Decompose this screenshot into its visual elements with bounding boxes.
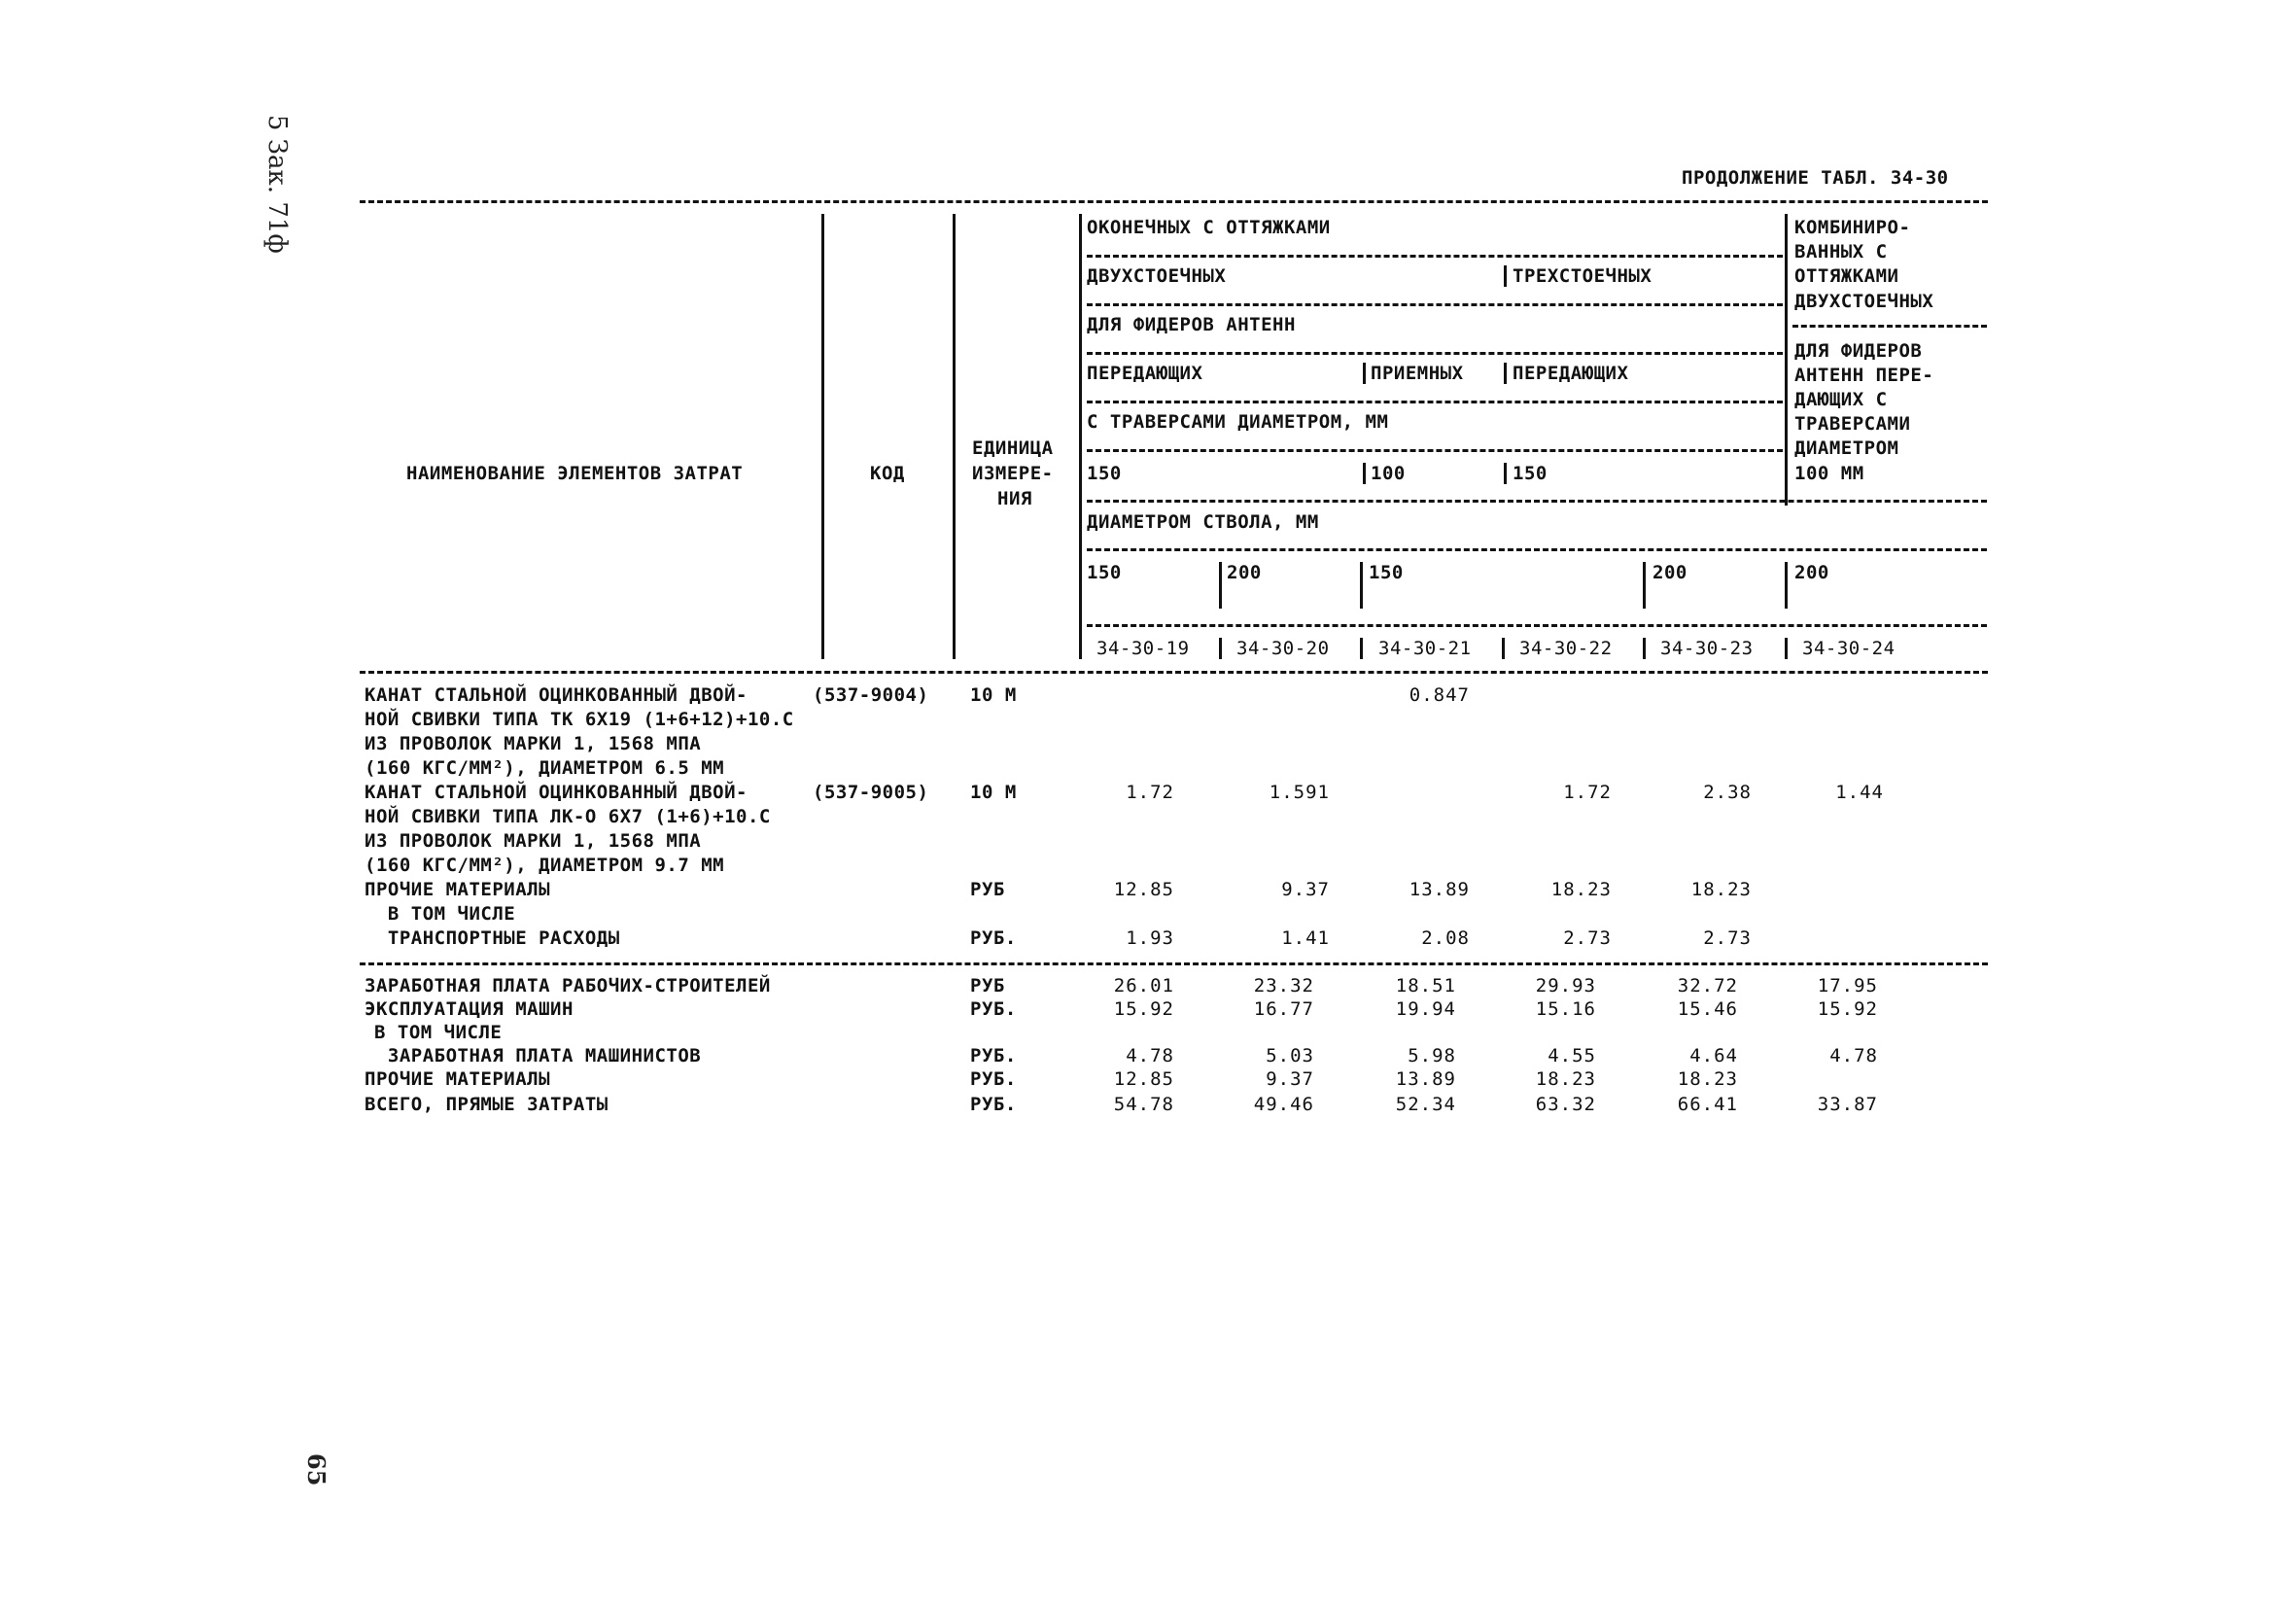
header-combined-2: ВАННЫХ С (1794, 241, 1888, 262)
pipe-d5 (1785, 562, 1788, 609)
header-tv100: 100 (1371, 463, 1406, 484)
value-cell: 5.03 (1266, 1045, 1314, 1066)
value-cell: 15.16 (1535, 998, 1596, 1020)
value-cell: 2.38 (1703, 782, 1752, 803)
value-cell: 18.23 (1550, 879, 1612, 900)
code-19: 34-30-19 (1096, 638, 1190, 659)
rule-h6 (1087, 449, 1783, 452)
row-label: В ТОМ ЧИСЛЕ (374, 1022, 503, 1043)
row-label: ЭКСПЛУАТАЦИЯ МАШИН (365, 998, 574, 1020)
value-cell: 1.591 (1269, 782, 1330, 803)
code-20: 34-30-20 (1236, 638, 1330, 659)
value-cell: 15.92 (1113, 998, 1174, 1020)
rule-h8 (1087, 548, 1987, 551)
rule-h4 (1087, 352, 1783, 355)
code-22: 34-30-22 (1519, 638, 1613, 659)
row-label: ЗАРАБОТНАЯ ПЛАТА РАБОЧИХ-СТРОИТЕЛЕЙ (365, 975, 771, 996)
row-label: ПРОЧИЕ МАТЕРИАЛЫ (365, 1068, 551, 1090)
value-cell: 18.23 (1677, 1068, 1738, 1090)
pipe-c20 (1219, 638, 1222, 659)
value-cell: 49.46 (1253, 1094, 1314, 1115)
header-travers: С ТРАВЕРСАМИ ДИАМЕТРОМ, ММ (1087, 411, 1389, 433)
value-cell: 54.78 (1113, 1094, 1174, 1115)
vrule-3 (1079, 214, 1082, 659)
pipe-d3 (1360, 562, 1363, 609)
value-cell: 2.73 (1703, 927, 1752, 949)
header-combined2-6: 100 ММ (1794, 463, 1864, 484)
header-code: КОД (870, 463, 905, 484)
value-cell: 18.23 (1690, 879, 1752, 900)
header-feeders: ДЛЯ ФИДЕРОВ АНТЕНН (1087, 314, 1296, 335)
code-24: 34-30-24 (1802, 638, 1896, 659)
value-cell: 1.72 (1126, 782, 1174, 803)
value-cell: 23.32 (1253, 975, 1314, 996)
value-cell: 52.34 (1395, 1094, 1456, 1115)
value-cell: 13.89 (1409, 879, 1470, 900)
header-tv150a: 150 (1087, 463, 1122, 484)
pipe-recv (1363, 363, 1366, 384)
table-caption: ПРОДОЛЖЕНИЕ ТАБЛ. 34-30 (1682, 167, 1949, 189)
rule-totals-top (360, 962, 1988, 965)
value-cell: 29.93 (1535, 975, 1596, 996)
rule-header-bottom (360, 671, 1988, 674)
value-cell: 18.23 (1535, 1068, 1596, 1090)
row-unit: РУБ. (970, 998, 1017, 1020)
code-23: 34-30-23 (1660, 638, 1754, 659)
value-cell: 13.89 (1395, 1068, 1456, 1090)
value-cell: 4.78 (1829, 1045, 1878, 1066)
value-cell: 12.85 (1113, 879, 1174, 900)
value-cell: 1.72 (1563, 782, 1612, 803)
header-oko: ОКОНЕЧНЫХ С ОТТЯЖКАМИ (1087, 217, 1331, 238)
row-unit: 10 М (970, 684, 1017, 706)
pipe-c24 (1785, 638, 1788, 659)
header-d3: 150 (1369, 562, 1404, 583)
row-label: ИЗ ПРОВОЛОК МАРКИ 1, 1568 МПА (365, 830, 702, 852)
row-unit: 10 М (970, 782, 1017, 803)
header-d2: 200 (1227, 562, 1262, 583)
row-label: КАНАТ СТАЛЬНОЙ ОЦИНКОВАННЫЙ ДВОЙ- (365, 782, 748, 803)
header-combined-4: ДВУХСТОЕЧНЫХ (1794, 291, 1934, 312)
row-label: ВСЕГО, ПРЯМЫЕ ЗАТРАТЫ (365, 1094, 609, 1115)
header-d1: 150 (1087, 562, 1122, 583)
header-tv150b: 150 (1513, 463, 1548, 484)
rule-h9 (1087, 624, 1987, 627)
rule-top (360, 200, 1988, 203)
row-unit: РУБ (970, 879, 1005, 900)
header-combined2-4: ТРАВЕРСАМИ (1794, 413, 1911, 435)
row-label: НОЙ СВИВКИ ТИПА ТК 6Х19 (1+6+12)+10.С (365, 709, 794, 730)
pipe-c22 (1502, 638, 1505, 659)
header-trunk: ДИАМЕТРОМ СТВОЛА, ММ (1087, 511, 1319, 533)
header-trans2: ПЕРЕДАЮЩИХ (1513, 363, 1629, 384)
header-unit-1: ЕДИНИЦА (972, 437, 1054, 459)
row-label: КАНАТ СТАЛЬНОЙ ОЦИНКОВАННЫЙ ДВОЙ- (365, 684, 748, 706)
header-d4: 200 (1652, 562, 1687, 583)
row-unit: РУБ. (970, 1094, 1017, 1115)
row-unit: РУБ. (970, 1045, 1017, 1066)
value-cell: 66.41 (1677, 1094, 1738, 1115)
pipe-tv150b (1504, 463, 1507, 484)
header-three: ТРЕХСТОЕЧНЫХ (1513, 265, 1652, 287)
header-unit-2: ИЗМЕРЕ- (972, 463, 1054, 484)
value-cell: 12.85 (1113, 1068, 1174, 1090)
margin-order-note: 5 Зак. 71ф (262, 115, 292, 254)
vrule-1 (821, 214, 824, 659)
header-combined2-5: ДИАМЕТРОМ (1794, 437, 1899, 459)
value-cell: 2.73 (1563, 927, 1612, 949)
rule-h7 (1087, 500, 1987, 503)
value-cell: 0.847 (1409, 684, 1470, 706)
header-recv: ПРИЕМНЫХ (1371, 363, 1464, 384)
header-two: ДВУХСТОЕЧНЫХ (1087, 265, 1227, 287)
row-code: (537-9004) (813, 684, 929, 706)
header-combined-1: КОМБИНИРО- (1794, 217, 1911, 238)
value-cell: 9.37 (1281, 879, 1330, 900)
pipe-d2 (1219, 562, 1222, 609)
pipe-d4 (1643, 562, 1646, 609)
rule-h3 (1792, 325, 1987, 328)
page-number: 65 (302, 1453, 330, 1486)
value-cell: 63.32 (1535, 1094, 1596, 1115)
value-cell: 15.92 (1817, 998, 1878, 1020)
value-cell: 5.98 (1408, 1045, 1456, 1066)
value-cell: 17.95 (1817, 975, 1878, 996)
header-combined-3: ОТТЯЖКАМИ (1794, 265, 1899, 287)
row-label: ЗАРАБОТНАЯ ПЛАТА МАШИНИСТОВ (365, 1045, 702, 1066)
value-cell: 4.55 (1548, 1045, 1596, 1066)
pipe-c23 (1643, 638, 1646, 659)
value-cell: 1.44 (1835, 782, 1884, 803)
code-21: 34-30-21 (1378, 638, 1472, 659)
header-name: НАИМЕНОВАНИЕ ЭЛЕМЕНТОВ ЗАТРАТ (406, 463, 744, 484)
header-unit-3: НИЯ (997, 488, 1032, 509)
row-label: ТРАНСПОРТНЫЕ РАСХОДЫ (365, 927, 620, 949)
row-unit: РУБ. (970, 927, 1017, 949)
value-cell: 1.93 (1126, 927, 1174, 949)
value-cell: 16.77 (1253, 998, 1314, 1020)
value-cell: 26.01 (1113, 975, 1174, 996)
pipe-c21 (1360, 638, 1363, 659)
row-label: ПРОЧИЕ МАТЕРИАЛЫ (365, 879, 551, 900)
value-cell: 19.94 (1395, 998, 1456, 1020)
row-label: НОЙ СВИВКИ ТИПА ЛК-О 6Х7 (1+6)+10.С (365, 806, 771, 827)
header-d5: 200 (1794, 562, 1829, 583)
header-combined2-2: АНТЕНН ПЕРЕ- (1794, 365, 1934, 386)
row-unit: РУБ. (970, 1068, 1017, 1090)
row-code: (537-9005) (813, 782, 929, 803)
row-label: (160 КГС/ММ²), ДИАМЕТРОМ 6.5 ММ (365, 757, 725, 779)
header-combined2-3: ДАЮЩИХ С (1794, 389, 1888, 410)
row-unit: РУБ (970, 975, 1005, 996)
rule-h5 (1087, 401, 1783, 403)
pipe-three (1504, 265, 1507, 287)
rule-h2 (1087, 303, 1783, 306)
vrule-combined-b (1785, 335, 1788, 491)
value-cell: 2.08 (1421, 927, 1470, 949)
header-trans1: ПЕРЕДАЮЩИХ (1087, 363, 1203, 384)
value-cell: 1.41 (1281, 927, 1330, 949)
value-cell: 33.87 (1817, 1094, 1878, 1115)
row-label: В ТОМ ЧИСЛЕ (365, 903, 516, 925)
value-cell: 32.72 (1677, 975, 1738, 996)
value-cell: 9.37 (1266, 1068, 1314, 1090)
vrule-2 (953, 214, 956, 659)
value-cell: 4.78 (1126, 1045, 1174, 1066)
rule-h1 (1087, 255, 1783, 258)
pipe-tv100 (1363, 463, 1366, 484)
value-cell: 4.64 (1689, 1045, 1738, 1066)
row-label: ИЗ ПРОВОЛОК МАРКИ 1, 1568 МПА (365, 733, 702, 754)
value-cell: 18.51 (1395, 975, 1456, 996)
value-cell: 15.46 (1677, 998, 1738, 1020)
row-label: (160 КГС/ММ²), ДИАМЕТРОМ 9.7 ММ (365, 855, 725, 876)
header-combined2-1: ДЛЯ ФИДЕРОВ (1794, 340, 1923, 362)
pipe-trans2 (1504, 363, 1507, 384)
